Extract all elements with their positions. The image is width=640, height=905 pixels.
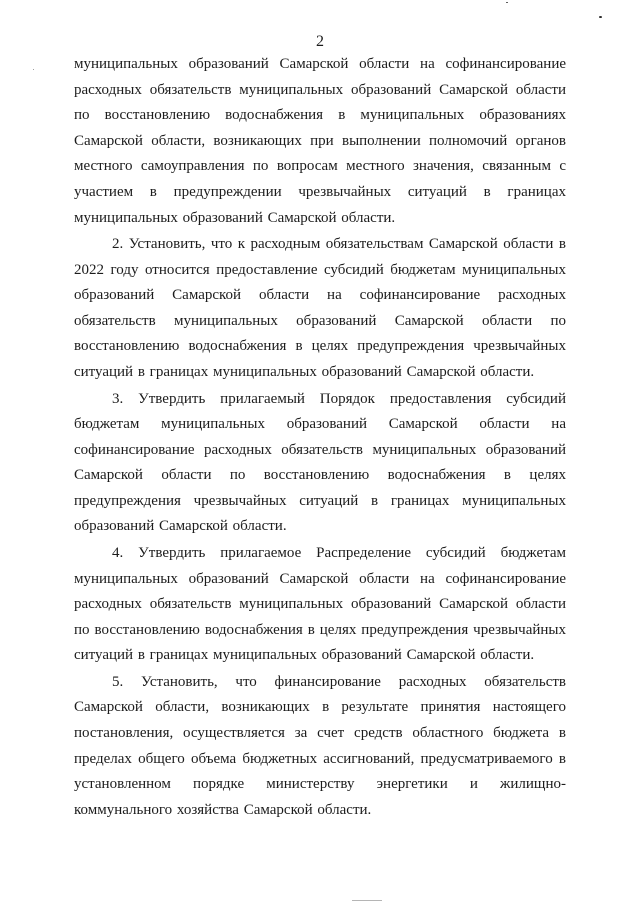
- scan-speck: [506, 2, 508, 3]
- scan-speck: [599, 16, 602, 18]
- document-body: [74, 52, 566, 823]
- paragraph-item-2: 2. Установить, что к расходным обязательствам Самарской области в 2022 году относится предоставление субсидий бюджетам муниципальных образований Самарской области на софинансирование расходных обязательств муниципальных образований Самарской области по восстановлению водоснабжения в целях предупреждения чрезвычайных ситуаций в границах муниципальных образований Самарской области.: [74, 236, 566, 381]
- paragraph-continuation: муниципальных образований Самарской области на софинансирование расходных обязательств муниципальных образований Самарской области по восстановлению водоснабжения в муниципальных образованиях Самарской области, возникающих при выполнении полномочий органов местного самоуправления по вопросам местного значения, связанным с участием в предупреждении чрезвычайных ситуаций в границах муниципальных образований Самарской области.: [74, 56, 566, 226]
- scan-speck: [352, 900, 382, 901]
- paragraph-item-5: 5. Установить, что финансирование расходных обязательств Самарской области, возникающих в результате принятия настоящего постановления, осуществляется за счет средств областного бюджета в пределах общего объема бюджетных ассигнований, предусматриваемого в установленном порядке министерству энергетики и жилищно-коммунального хозяйства Самарской области.: [74, 673, 566, 818]
- paragraph-item-4: 4. Утвердить прилагаемое Распределение субсидий бюджетам муниципальных образований Самарской области на софинансирование расходных обязательств муниципальных образований Самарской области по восстановлению водоснабжения в целях предупреждения чрезвычайных ситуаций в границах муниципальных образований Самарской области.: [74, 544, 566, 664]
- paragraph-item-3: 3. Утвердить прилагаемый Порядок предоставления субсидий бюджетам муниципальных образований Самарской области на софинансирование расходных обязательств муниципальных образований Самарской области по восстановлению водоснабжения в целях предупреждения чрезвычайных ситуаций в границах муниципальных образований Самарской области.: [74, 390, 566, 535]
- page-number: 2: [316, 33, 324, 50]
- scan-speck: [33, 69, 34, 70]
